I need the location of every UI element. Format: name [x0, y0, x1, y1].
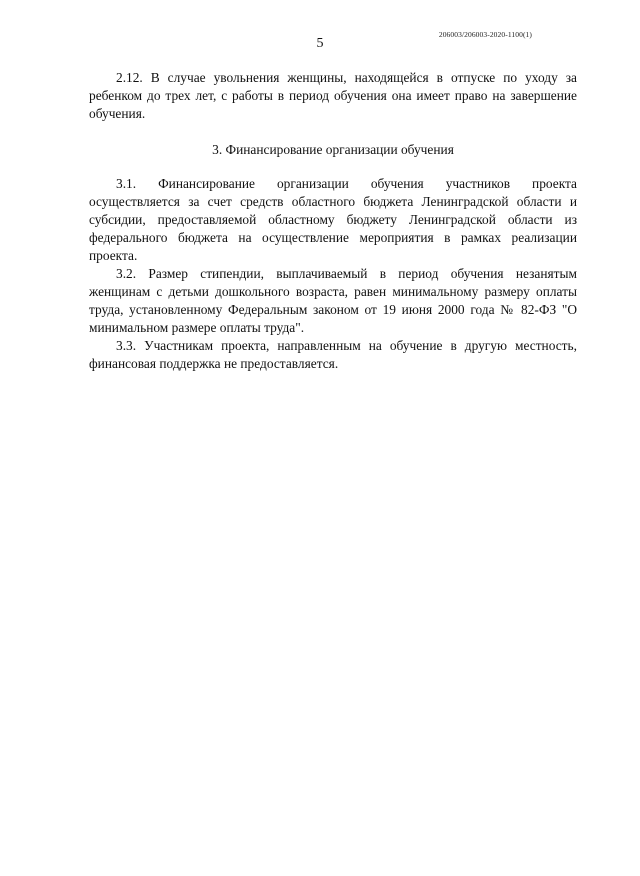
- document-body: [89, 69, 577, 373]
- paragraph-3-2: 3.2. Размер стипендии, выплачиваемый в период обучения незанятым женщинам с детьми дошкольного возраста, равен минимальному размеру оплаты труда, установленному Федеральным законом от 19 июня 2000 года № 82-ФЗ "О минимальном размере оплаты труда".: [89, 266, 577, 335]
- document-id: 206003/206003-2020-1100(1): [438, 30, 532, 39]
- paragraph-2-12: 2.12. В случае увольнения женщины, находящейся в отпуске по уходу за ребенком до трех лет, с работы в период обучения она имеет право на завершение обучения.: [89, 70, 577, 121]
- paragraph-3-3: 3.3. Участникам проекта, направленным на обучение в другую местность, финансовая поддержка не предоставляется.: [89, 338, 577, 371]
- page-number: 5: [316, 36, 324, 51]
- paragraph-3-1: 3.1. Финансирование организации обучения участников проекта осуществляется за счет средств областного бюджета Ленинградской области и субсидии, предоставляемой областному бюджету Ленинградской области из федерального бюджета на осуществление мероприятия в рамках реализации проекта.: [89, 176, 577, 263]
- section-3-title: 3. Финансирование организации обучения: [212, 142, 454, 157]
